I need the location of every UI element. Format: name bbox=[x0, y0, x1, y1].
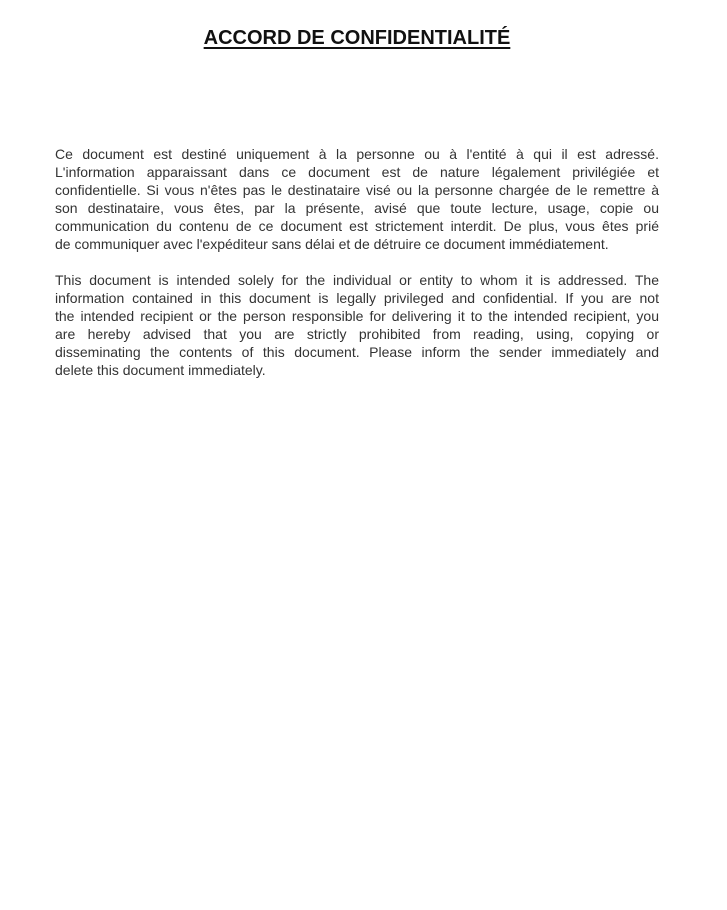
paragraph-line: son destinataire, vous êtes, par la présente, avisé que toute lecture, usage, copie ou bbox=[55, 200, 659, 216]
paragraph-line: confidentielle. Si vous n'êtes pas le destinataire visé ou la personne chargée de le remettre à bbox=[55, 182, 659, 198]
confidentiality-paragraph-english bbox=[55, 271, 659, 379]
paragraph-line: Ce document est destiné uniquement à la personne ou à l'entité à qui il est adressé. bbox=[55, 146, 659, 162]
paragraph-line: communication du contenu de ce document est strictement interdit. De plus, vous êtes prié bbox=[55, 218, 659, 234]
paragraph-line: This document is intended solely for the individual or entity to whom it is addressed. The bbox=[55, 272, 659, 288]
paragraph-line: L'information apparaissant dans ce document est de nature légalement privilégiée et bbox=[55, 164, 659, 180]
confidentiality-paragraph-french bbox=[55, 145, 659, 253]
document-title: ACCORD DE CONFIDENTIALITÉ bbox=[203, 27, 511, 49]
paragraph-line: delete this document immediately. bbox=[55, 362, 266, 378]
paragraph-line: disseminating the contents of this document. Please inform the sender immediately and bbox=[55, 344, 659, 360]
paragraph-line: information contained in this document is legally privileged and confidential. If you are not bbox=[55, 290, 659, 306]
paragraph-line: are hereby advised that you are strictly prohibited from reading, using, copying or bbox=[55, 326, 659, 342]
paragraph-line: de communiquer avec l'expéditeur sans délai et de détruire ce document immédiatement. bbox=[55, 236, 609, 252]
paragraph-line: the intended recipient or the person responsible for delivering it to the intended recipient, you bbox=[55, 308, 659, 324]
